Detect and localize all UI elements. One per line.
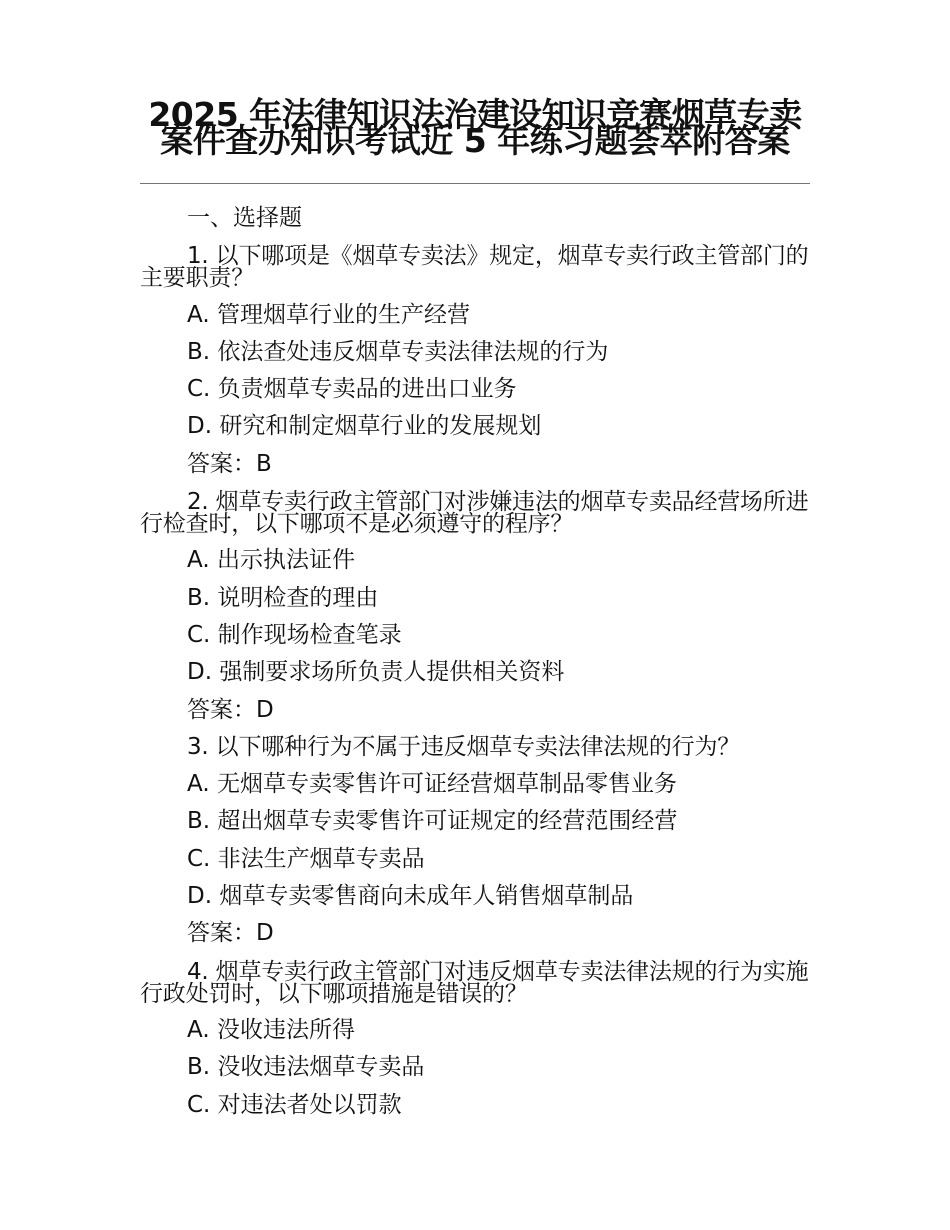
title-underline: [140, 183, 810, 184]
question-option: B. 超出烟草专卖零售许可证规定的经营范围经营: [187, 808, 678, 835]
question-stem: 3. 以下哪种行为不属于违反烟草专卖法律法规的行为？: [187, 733, 741, 760]
question-stem: 2. 烟草专卖行政主管部门对涉嫌违法的烟草专卖品经营场所进行检查时，以下哪项不是必须遵守的程序？: [140, 489, 809, 538]
question-block: [140, 483, 810, 729]
question-option: A. 没收违法所得: [187, 1016, 355, 1043]
question-block: [140, 237, 810, 483]
question-option: C. 负责烟草专卖品的进出口业务: [187, 376, 517, 403]
question-option: C. 非法生产烟草专卖品: [187, 845, 425, 872]
question-stem: 4. 烟草专卖行政主管部门对违反烟草专卖法律法规的行为实施行政处罚时，以下哪项措施是错误的？: [140, 958, 809, 1007]
question-answer: 答案：B: [187, 450, 272, 477]
question-option: A. 管理烟草行业的生产经营: [187, 301, 470, 328]
question-option: B. 说明检查的理由: [187, 584, 379, 611]
question-option: A. 无烟草专卖零售许可证经营烟草制品零售业务: [187, 771, 677, 798]
question-option: B. 依法查处违反烟草专卖法律法规的行为: [187, 338, 609, 365]
document-title: 2025 年法律知识法治建设知识竞赛烟草专卖案件查办知识考试近 5 年练习题荟萃附答案: [148, 95, 802, 160]
question-option: D. 研究和制定烟草行业的发展规划: [187, 413, 542, 440]
document-body: [140, 200, 810, 1124]
question-option: B. 没收违法烟草专卖品: [187, 1054, 425, 1081]
question-option: D. 烟草专卖零售商向未成年人销售烟草制品: [187, 883, 634, 910]
question-stem: 1. 以下哪项是《烟草专卖法》规定，烟草专卖行政主管部门的主要职责？: [140, 243, 809, 292]
question-answer: 答案：D: [187, 920, 274, 947]
question-option: C. 制作现场检查笔录: [187, 621, 402, 648]
question-option: A. 出示执法证件: [187, 547, 355, 574]
question-option: D. 强制要求场所负责人提供相关资料: [187, 659, 565, 686]
question-answer: 答案：D: [187, 696, 274, 723]
question-option: C. 对违法者处以罚款: [187, 1091, 402, 1118]
question-block: [140, 729, 810, 953]
question-block: [140, 953, 810, 1124]
section-heading: 一、选择题: [187, 205, 302, 231]
